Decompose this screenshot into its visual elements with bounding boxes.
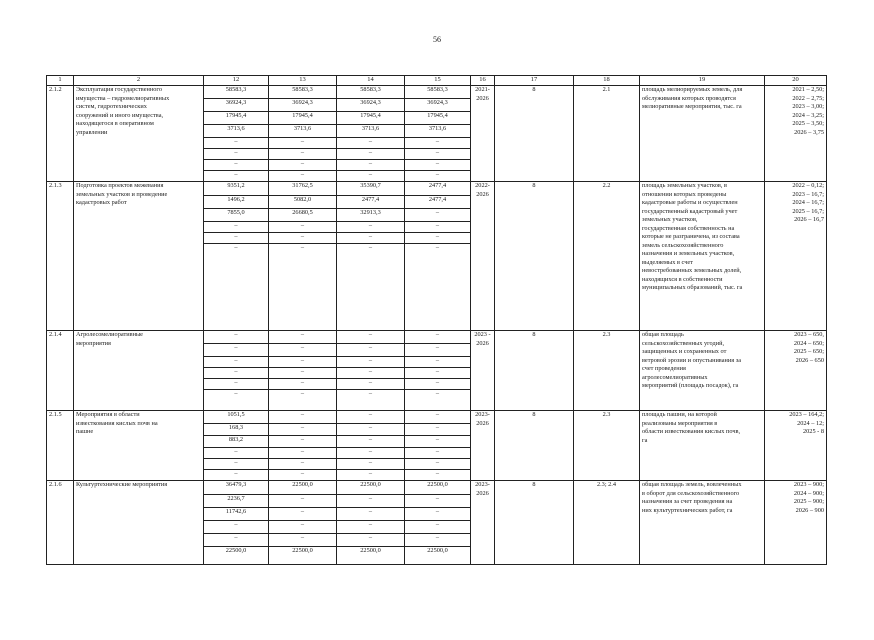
text-line: 2026 – 16,7	[794, 216, 824, 223]
text-line: Культуртехнические мероприятия	[76, 481, 168, 488]
value-cell: –	[405, 411, 471, 424]
text-line: агролесомелиоративных	[642, 373, 708, 381]
value-cell: –	[204, 344, 269, 357]
table-row	[47, 331, 827, 344]
text-line: 2026	[476, 419, 489, 427]
text-line: земель сельскохозяйственного	[642, 241, 724, 249]
text-line: 2023 – 16,7;	[792, 190, 824, 198]
value-cell: 883,2	[204, 436, 269, 448]
text-line: 2021 – 2,50;	[792, 86, 824, 93]
item-number: 2.1.6	[47, 481, 74, 565]
value-cell: –	[269, 379, 337, 390]
value-cell: 2236,7	[204, 495, 269, 508]
value-cell: 22500,0	[204, 547, 269, 565]
indicator-description	[640, 411, 765, 481]
value-cell: –	[269, 331, 337, 344]
value-cell: –	[405, 222, 471, 233]
value-cell: 3713,6	[337, 125, 405, 138]
text-line: Подготовка проектов межевания	[76, 182, 164, 189]
text-line: управлении	[76, 128, 108, 136]
text-line: государственная собственность на	[642, 224, 735, 232]
value-cell: –	[405, 357, 471, 368]
value-cell: –	[405, 390, 471, 411]
text-line: площадь пашни, на которой	[642, 411, 717, 418]
text-line: Эксплуатация государственного	[76, 86, 162, 93]
text-line: систем, гидротехнических	[76, 103, 147, 110]
value-cell: –	[337, 448, 405, 459]
header-cell: 15	[405, 76, 471, 86]
value-cell: 22500,0	[269, 547, 337, 565]
text-line: 2023 – 900;	[793, 481, 824, 488]
text-line: 2024 – 16,7;	[792, 199, 824, 206]
text-line: 2025 – 650;	[793, 348, 824, 355]
text-line: области известкования кислых почв,	[642, 428, 741, 435]
value-cell: –	[337, 534, 405, 547]
value-cell: –	[269, 171, 337, 182]
text-line: 2026	[476, 489, 489, 497]
value-cell: –	[337, 331, 405, 344]
value-cell: –	[269, 534, 337, 547]
text-line: 2026	[476, 190, 489, 198]
header-cell: 16	[471, 76, 495, 86]
text-line: в оборот для сельскохозяйственного	[642, 489, 740, 497]
text-line: 2025 – 3,50;	[792, 120, 824, 127]
column-17-value: 8	[495, 331, 574, 411]
value-cell: –	[337, 222, 405, 233]
text-line: имущества – гидромелиоративных	[76, 94, 170, 102]
value-cell: –	[337, 470, 405, 481]
item-number: 2.1.3	[47, 182, 74, 331]
text-line: государственный кадастровый учет	[642, 207, 738, 215]
value-cell: –	[204, 149, 269, 160]
value-cell: –	[405, 534, 471, 547]
value-cell: –	[269, 357, 337, 368]
value-cell: –	[269, 344, 337, 357]
header-cell: 1	[47, 76, 74, 86]
text-line: муниципальных образований, тыс. га	[642, 284, 743, 291]
value-cell: –	[204, 448, 269, 459]
value-cell: –	[204, 331, 269, 344]
column-17-value: 8	[495, 86, 574, 182]
text-line: них культуртехнических работ, га	[642, 506, 733, 514]
value-cell: –	[269, 222, 337, 233]
text-line: обслуживания которых проводятся	[642, 94, 736, 102]
text-line: 2023 – 650,	[794, 331, 824, 338]
target-values	[765, 86, 827, 182]
value-cell: 2477,4	[405, 196, 471, 209]
page-number: 56	[433, 35, 441, 44]
text-line: находящегося в оперативном	[76, 120, 154, 127]
text-line: 2022-	[475, 182, 490, 189]
value-cell: –	[204, 521, 269, 534]
header-cell: 2	[74, 76, 204, 86]
implementation-period	[471, 481, 495, 565]
value-cell: –	[405, 470, 471, 481]
value-cell: 58583,3	[337, 86, 405, 99]
text-line: защищенных и сохраненных от	[642, 348, 727, 355]
text-line: 2026	[476, 339, 489, 347]
text-line: отношении которых проведены	[642, 190, 727, 198]
text-line: общая площадь	[642, 331, 684, 338]
value-cell: –	[405, 344, 471, 357]
value-cell: –	[405, 508, 471, 521]
value-cell: –	[269, 390, 337, 411]
text-line: Агролесомелиоративные	[76, 331, 143, 338]
value-cell: –	[337, 149, 405, 160]
target-values	[765, 481, 827, 565]
column-17-value: 8	[495, 481, 574, 565]
value-cell: –	[405, 209, 471, 222]
value-cell: –	[405, 521, 471, 534]
text-line: 2024 – 12;	[797, 419, 824, 427]
text-line: назначения за счет проведения на	[642, 498, 733, 505]
value-cell: –	[405, 424, 471, 436]
implementation-period	[471, 86, 495, 182]
text-line: сельскохозяйственных угодий,	[642, 339, 725, 347]
value-cell: 11742,6	[204, 508, 269, 521]
text-line: мероприятий (площадь посадок), га	[642, 382, 739, 389]
value-cell: 22500,0	[337, 547, 405, 565]
column-17-value: 8	[495, 182, 574, 331]
text-line: 2026 – 3,75	[794, 128, 824, 136]
value-cell: 58583,3	[269, 86, 337, 99]
program-table	[46, 75, 827, 565]
value-cell: –	[337, 508, 405, 521]
value-cell: –	[337, 244, 405, 331]
text-line: 2022 – 0,12;	[792, 182, 824, 189]
indicator-description	[640, 331, 765, 411]
value-cell: –	[337, 436, 405, 448]
item-number: 2.1.5	[47, 411, 74, 481]
value-cell: 3713,6	[269, 125, 337, 138]
measure-name	[74, 481, 204, 565]
text-line: 2022 – 2,75;	[792, 94, 824, 102]
value-cell: –	[204, 160, 269, 171]
value-cell: –	[405, 459, 471, 470]
header-cell: 18	[574, 76, 640, 86]
value-cell: –	[337, 171, 405, 182]
value-cell: 168,3	[204, 424, 269, 436]
value-cell: –	[405, 436, 471, 448]
value-cell: 17945,4	[337, 112, 405, 125]
implementation-period	[471, 331, 495, 411]
item-number: 2.1.2	[47, 86, 74, 182]
text-line: реализованы мероприятия в	[642, 419, 718, 427]
text-line: 2023 -	[474, 331, 491, 338]
value-cell: –	[269, 470, 337, 481]
value-cell: 26680,5	[269, 209, 337, 222]
value-cell: –	[337, 390, 405, 411]
value-cell: 3713,6	[204, 125, 269, 138]
column-18-value: 2.3	[574, 331, 640, 411]
value-cell: 17945,4	[405, 112, 471, 125]
text-line: сооружений и иного имущества,	[76, 111, 164, 119]
value-cell: –	[337, 138, 405, 149]
value-cell: –	[405, 448, 471, 459]
column-18-value: 2.3	[574, 411, 640, 481]
value-cell: –	[269, 424, 337, 436]
text-line: общая площадь земель, вовлеченных	[642, 481, 742, 488]
value-cell: –	[204, 357, 269, 368]
measure-name	[74, 86, 204, 182]
table-row	[47, 86, 827, 99]
value-cell: –	[204, 222, 269, 233]
value-cell: –	[337, 368, 405, 379]
value-cell: –	[269, 411, 337, 424]
value-cell: –	[204, 470, 269, 481]
header-row	[47, 76, 827, 86]
target-values	[765, 411, 827, 481]
value-cell: 31762,5	[269, 182, 337, 196]
indicator-description	[640, 86, 765, 182]
value-cell: –	[204, 534, 269, 547]
value-cell: –	[405, 149, 471, 160]
value-cell: –	[337, 495, 405, 508]
value-cell: –	[337, 357, 405, 368]
target-values	[765, 331, 827, 411]
text-line: мероприятия	[76, 339, 111, 347]
value-cell: 36924,3	[405, 99, 471, 112]
implementation-period	[471, 411, 495, 481]
value-cell: 22500,0	[337, 481, 405, 495]
column-18-value: 2.3; 2.4	[574, 481, 640, 565]
value-cell: –	[204, 138, 269, 149]
target-values	[765, 182, 827, 331]
indicator-description	[640, 182, 765, 331]
text-line: земельных участков,	[642, 216, 698, 223]
measure-name	[74, 411, 204, 481]
value-cell: 9351,2	[204, 182, 269, 196]
value-cell: 17945,4	[204, 112, 269, 125]
text-line: 2023-	[475, 481, 490, 488]
text-line: которые не разграничена, из состава	[642, 233, 740, 240]
value-cell: –	[269, 149, 337, 160]
value-cell: –	[337, 424, 405, 436]
value-cell: –	[337, 521, 405, 534]
text-line: счет проведения	[642, 365, 686, 372]
text-line: 2025 – 900;	[793, 498, 824, 505]
header-cell: 12	[204, 76, 269, 86]
value-cell: 32913,3	[337, 209, 405, 222]
header-cell: 17	[495, 76, 574, 86]
value-cell: –	[204, 459, 269, 470]
text-line: находящихся в собственности	[642, 275, 723, 283]
value-cell: –	[204, 171, 269, 182]
text-line: 2021-	[475, 86, 490, 93]
value-cell: –	[405, 368, 471, 379]
value-cell: –	[269, 521, 337, 534]
table-row	[47, 411, 827, 424]
value-cell: –	[337, 459, 405, 470]
text-line: 2024 – 3,25;	[792, 111, 824, 119]
value-cell: 1051,5	[204, 411, 269, 424]
value-cell: 3713,6	[405, 125, 471, 138]
value-cell: 58583,3	[204, 86, 269, 99]
column-17-value: 8	[495, 411, 574, 481]
value-cell: –	[269, 508, 337, 521]
value-cell: –	[269, 436, 337, 448]
text-line: Мероприятия в области	[76, 411, 140, 418]
value-cell: –	[269, 459, 337, 470]
value-cell: 36479,3	[204, 481, 269, 495]
value-cell: 17945,4	[269, 112, 337, 125]
value-cell: –	[269, 233, 337, 244]
value-cell: –	[204, 368, 269, 379]
text-line: 2026 – 650	[795, 356, 824, 364]
value-cell: 35390,7	[337, 182, 405, 196]
text-line: 2026 – 900	[795, 506, 824, 514]
text-line: га	[642, 436, 648, 444]
value-cell: –	[337, 344, 405, 357]
column-18-value: 2.1	[574, 86, 640, 182]
text-line: известкования кислых почв на	[76, 419, 158, 427]
text-line: выделяемых в счет	[642, 258, 693, 266]
value-cell: –	[269, 138, 337, 149]
text-line: невостребованных земельных долей,	[642, 267, 742, 274]
table-row	[47, 481, 827, 495]
measure-name	[74, 182, 204, 331]
value-cell: –	[204, 379, 269, 390]
value-cell: –	[204, 390, 269, 411]
value-cell: 36924,3	[269, 99, 337, 112]
header-cell: 14	[337, 76, 405, 86]
text-line: площадь земельных участков, в	[642, 182, 727, 189]
value-cell: –	[269, 160, 337, 171]
value-cell: –	[269, 244, 337, 331]
text-line: 2024 – 900;	[793, 489, 824, 497]
text-line: земельных участков и проведение	[76, 190, 168, 198]
text-line: 2025 - 8	[803, 428, 824, 435]
value-cell: –	[269, 368, 337, 379]
indicator-description	[640, 481, 765, 565]
text-line: назначения и земельных участков,	[642, 250, 735, 257]
value-cell: –	[405, 244, 471, 331]
value-cell: 5082,0	[269, 196, 337, 209]
text-line: 2026	[476, 94, 489, 102]
value-cell: –	[204, 233, 269, 244]
text-line: кадастровых работ	[76, 199, 127, 206]
text-line: ветровой эрозии и опустынивания за	[642, 356, 741, 364]
value-cell: –	[405, 331, 471, 344]
text-line: 2024 – 650;	[793, 339, 824, 347]
value-cell: –	[405, 138, 471, 149]
implementation-period	[471, 182, 495, 331]
value-cell: –	[337, 233, 405, 244]
value-cell: –	[269, 495, 337, 508]
value-cell: 22500,0	[405, 481, 471, 495]
value-cell: –	[405, 379, 471, 390]
text-line: 2023 – 164,2;	[789, 411, 824, 418]
text-line: пашне	[76, 428, 94, 435]
item-number: 2.1.4	[47, 331, 74, 411]
header-cell: 19	[640, 76, 765, 86]
header-cell: 20	[765, 76, 827, 86]
value-cell: 36924,3	[204, 99, 269, 112]
value-cell: 7855,0	[204, 209, 269, 222]
value-cell: 22500,0	[269, 481, 337, 495]
value-cell: –	[337, 411, 405, 424]
header-cell: 13	[269, 76, 337, 86]
value-cell: 2477,4	[405, 182, 471, 196]
text-line: 2025 – 16,7;	[792, 207, 824, 215]
text-line: 2023-	[475, 411, 490, 418]
value-cell: –	[405, 495, 471, 508]
column-18-value: 2.2	[574, 182, 640, 331]
table-row	[47, 182, 827, 196]
text-line: мелиоративные мероприятия, тыс. га	[642, 103, 742, 110]
value-cell: 58583,3	[405, 86, 471, 99]
value-cell: –	[204, 244, 269, 331]
value-cell: –	[269, 448, 337, 459]
value-cell: 2477,4	[337, 196, 405, 209]
value-cell: –	[337, 160, 405, 171]
value-cell: 22500,0	[405, 547, 471, 565]
text-line: кадастровые работы и осуществлен	[642, 199, 738, 206]
value-cell: –	[405, 160, 471, 171]
value-cell: –	[405, 171, 471, 182]
value-cell: –	[337, 379, 405, 390]
measure-name	[74, 331, 204, 411]
text-line: площадь мелиорируемых земель, для	[642, 86, 743, 93]
value-cell: –	[405, 233, 471, 244]
value-cell: 1496,2	[204, 196, 269, 209]
value-cell: 36924,3	[337, 99, 405, 112]
text-line: 2023 – 3,00;	[792, 103, 824, 110]
